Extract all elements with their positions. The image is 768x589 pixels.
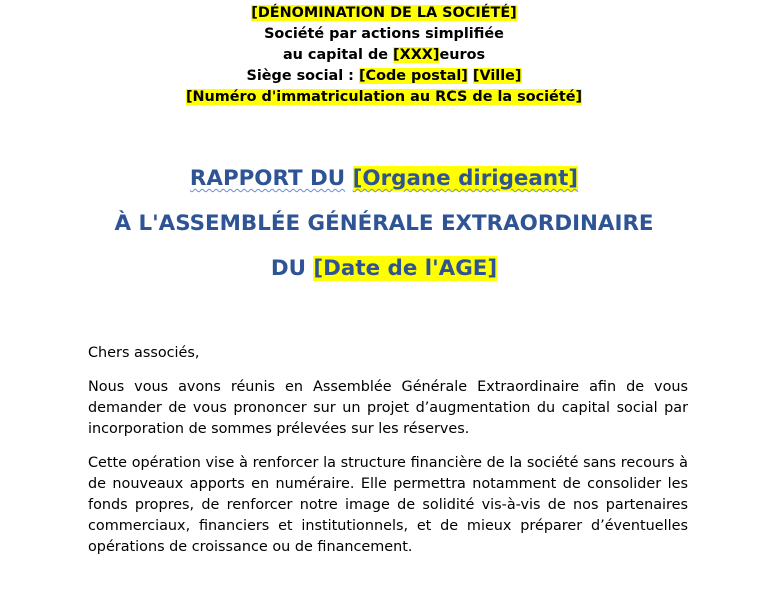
legal-form-line: Société par actions simplifiée [264,26,504,42]
greeting: Chers associés, [88,345,200,361]
report-title [0,163,768,298]
capital-amount-placeholder: [XXX] [393,47,440,63]
capital-prefix: au capital de [282,47,394,63]
meeting-date-placeholder: [Date de l'AGE] [313,256,498,281]
postal-code-placeholder: [Code postal] [358,68,468,84]
capital-suffix: euros [439,47,486,63]
title-prefix-rapport: RAPPORT DU [189,166,346,191]
title-line-1 [0,163,768,208]
title-line-2: À L'ASSEMBLÉE GÉNÉRALE EXTRAORDINAIRE [114,211,654,236]
paragraph-objectives: Cette opération vise à renforcer la structure financière de la société sans recours à de nouveaux apports en numéraire. Elle permettra notamment de consolider les fonds propres, de renforcer notre image de solidité vis-à-vis de nos partenaires commerciaux, financiers et institutionnels, et de mieux préparer d’éventuelles opérations de croissance ou de financement. [88,455,688,555]
company-name-placeholder: [DÉNOMINATION DE LA SOCIÉTÉ] [251,5,517,21]
company-header [0,3,768,108]
report-body [88,343,688,571]
title-line-3 [0,253,768,298]
seat-label: Siège social : [246,68,359,84]
rcs-number-placeholder: [Numéro d'immatriculation au RCS de la société] [185,89,583,105]
title-prefix-du: DU [270,256,314,281]
company-name-line [0,3,768,24]
capital-line [0,45,768,66]
city-placeholder: [Ville] [472,68,522,84]
rcs-line [0,87,768,108]
paragraph-purpose: Nous vous avons réunis en Assemblée Générale Extraordinaire afin de vous demander de vous prononcer sur un projet d’augmentation du capital social par incorporation de sommes prélevées sur les réserves. [88,379,688,437]
governing-body-placeholder: [Organe dirigeant] [352,166,579,191]
registered-office-line [0,66,768,87]
